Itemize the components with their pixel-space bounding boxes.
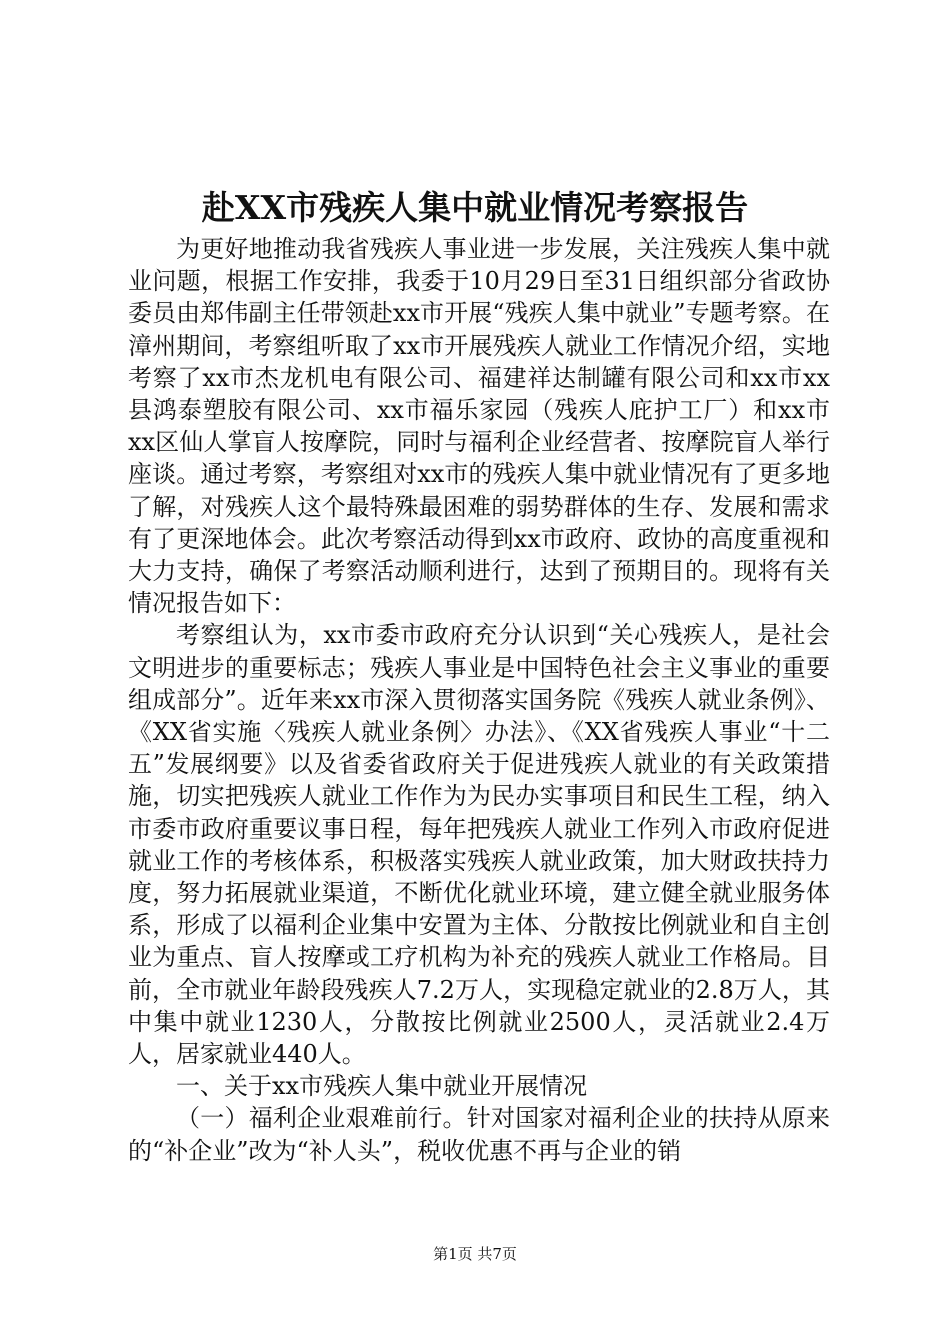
section-heading: 一、关于xx市残疾人集中就业开展情况 [176,1072,588,1101]
page-footer: 第1页 共7页 [433,1245,517,1263]
paragraph-intro: 为更好地推动我省残疾人事业进一步发展，关注残疾人集中就业问题，根据工作安排，我委于10月29日至31日组织部分省政协委员由郑伟副主任带领赴xx市开展“残疾人集中就业”专题考察。在漳州期间，考察组听取了xx市开展残疾人就业工作情况介绍，实地考察了xx市杰龙机电有限公司、福建祥达制罐有限公司和xx市xx县鸿泰塑胶有限公司、xx市福乐家园（残疾人庇护工厂）和xx市xx区仙人掌盲人按摩院，同时与福利企业经营者、按摩院盲人举行座谈。通过考察，考察组对xx市的残疾人集中就业情况有了更多地了解，对残疾人这个最特殊最困难的弱势群体的生存、发展和需求有了更深地体会。此次考察活动得到xx市政府、政协的高度重视和大力支持，确保了考察活动顺利进行，达到了预期目的。现将有关情况报告如下： [128,235,830,618]
document-title: 赴XX市残疾人集中就业情况考察报告 [201,188,749,227]
paragraph-findings: 考察组认为，xx市委市政府充分认识到“关心残疾人，是社会文明进步的重要标志；残疾人事业是中国特色社会主义事业的重要组成部分”。近年来xx市深入贯彻落实国务院《残疾人就业条例》、《XX省实施〈残疾人就业条例〉办法》、《XX省残疾人事业“十二五”发展纲要》以及省委省政府关于促进残疾人就业的有关政策措施，切实把残疾人就业工作作为为民办实事项目和民生工程，纳入市委市政府重要议事日程，每年把残疾人就业工作列入市政府促进就业工作的考核体系，积极落实残疾人就业政策，加大财政扶持力度，努力拓展就业渠道，不断优化就业环境，建立健全就业服务体系，形成了以福利企业集中安置为主体、分散按比例就业和自主创业为重点、盲人按摩或工疗机构为补充的残疾人就业工作格局。目前，全市就业年龄段残疾人7.2万人，实现稳定就业的2.8万人，其中集中就业1230人，分散按比例就业2500人，灵活就业2.4万人，居家就业440人。 [128,621,830,1069]
sub-section-paragraph: （一）福利企业艰难前行。针对国家对福利企业的扶持从原来的“补企业”改为“补人头”，税收优惠不再与企业的销 [128,1104,830,1165]
document-body [128,233,830,1167]
